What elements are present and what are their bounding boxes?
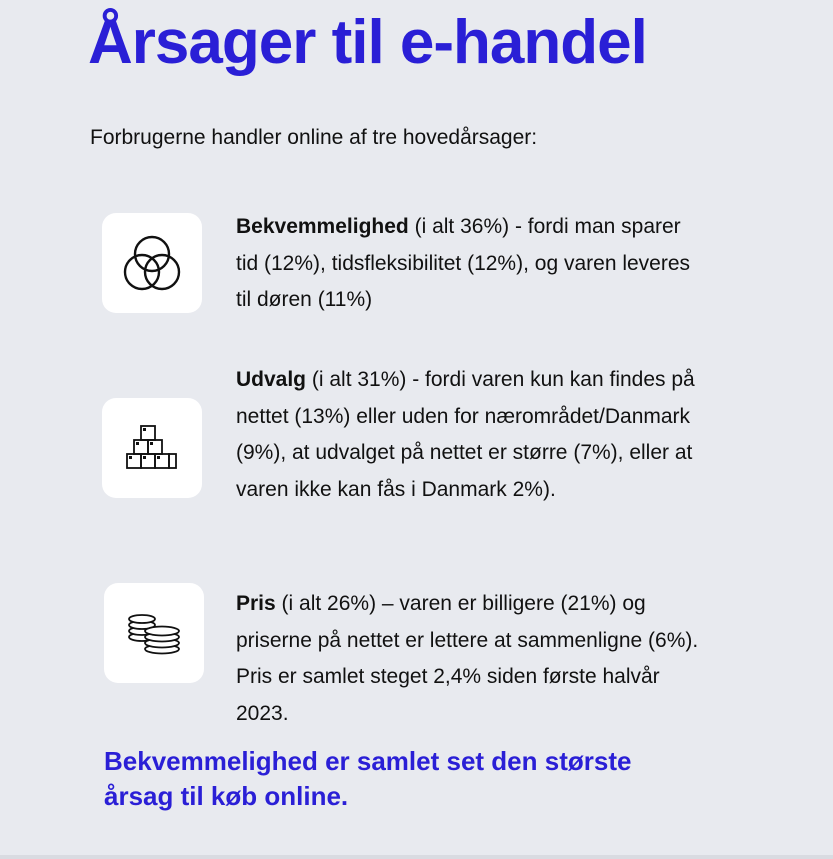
intro-text: Forbrugerne handler online af tre hovedårsager:	[90, 126, 538, 149]
reason-heading: Udvalg	[236, 368, 307, 391]
icon-card	[102, 213, 202, 313]
reason-heading: Pris	[236, 592, 276, 615]
divider	[0, 855, 833, 859]
reason-text	[236, 209, 706, 319]
reason-description: (i alt 26%) – varen er billigere (21%) og priserne på nettet er lettere at sammenligne (6%). Pris er samlet steget 2,4% siden første halvår 2023.	[236, 592, 699, 725]
icon-card	[102, 398, 202, 498]
stacked-boxes-icon	[122, 418, 182, 478]
icon-card	[104, 583, 204, 683]
conclusion-text: Bekvemmelighed er samlet set den største årsag til køb online.	[104, 746, 632, 811]
reason-text	[236, 586, 706, 732]
reason-heading: Bekvemmelighed	[236, 215, 409, 238]
circles-venn-icon	[117, 228, 187, 298]
reason-text	[236, 362, 706, 508]
coin-stacks-icon	[122, 607, 186, 659]
reason-description: (i alt 36%) - fordi man sparer tid (12%), tidsfleksibilitet (12%), og varen leveres til døren (11%)	[236, 215, 691, 311]
page-title: Årsager til e-handel	[88, 8, 647, 77]
reason-description: (i alt 31%) - fordi varen kun kan findes på nettet (13%) eller uden for nærområdet/Danmark (9%), at udvalget på nettet er større (7%), eller at varen ikke kan fås i Danmark 2%).	[236, 368, 695, 501]
